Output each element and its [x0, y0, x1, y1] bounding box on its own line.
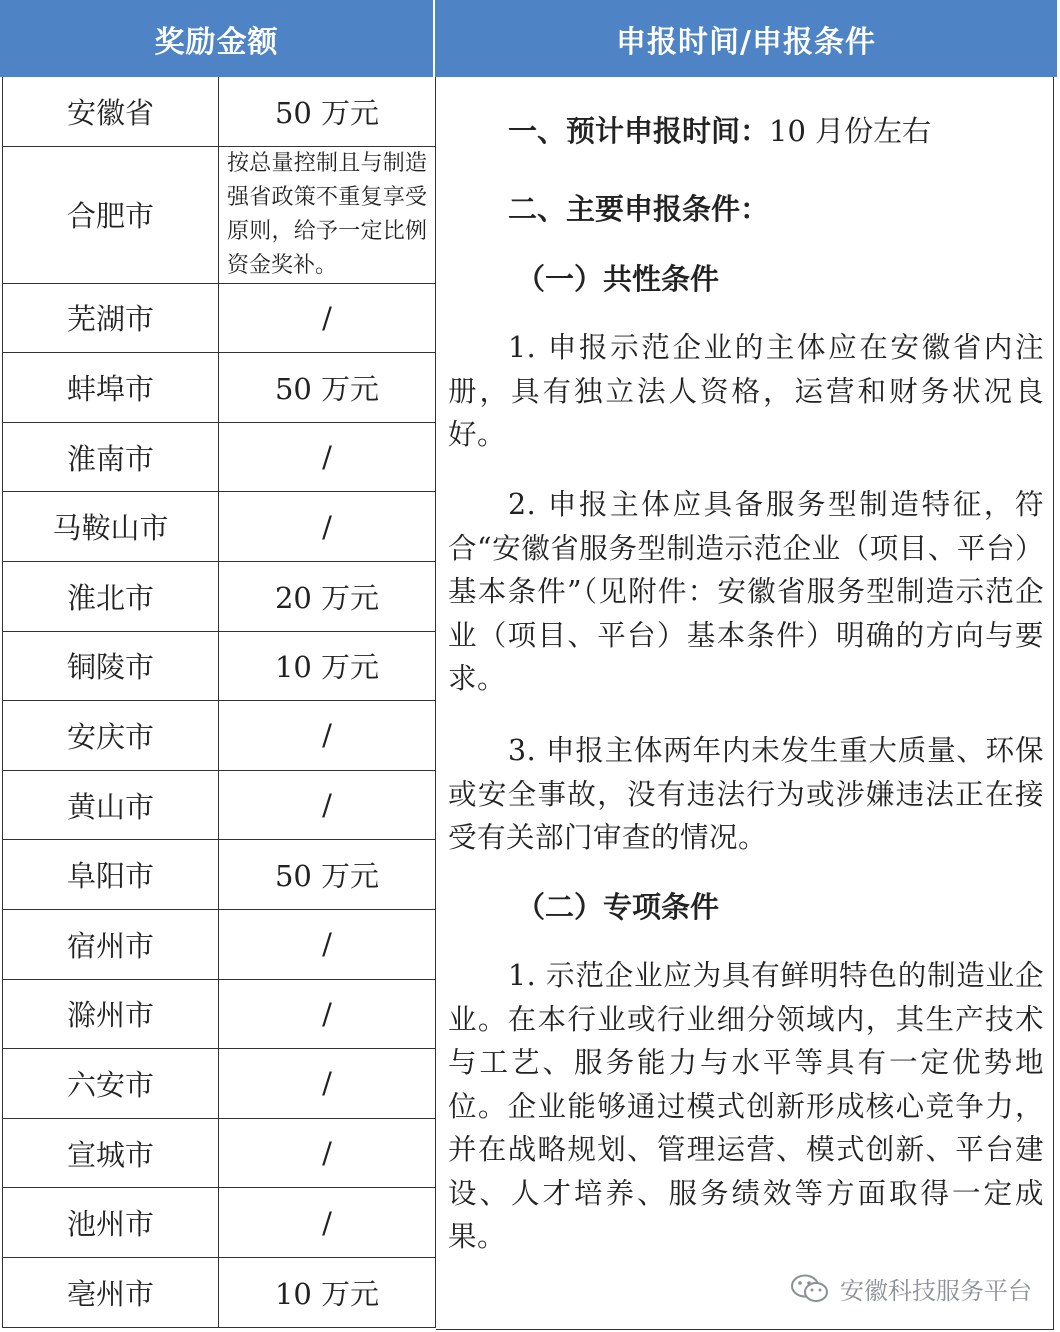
table-row [2, 771, 436, 841]
city-cell: 池州市 [2, 1188, 219, 1257]
table-row [2, 1188, 436, 1258]
city-cell: 宿州市 [2, 910, 219, 979]
conditions-panel [436, 77, 1054, 1330]
application-time-value: 10 月份左右 [769, 114, 932, 148]
common-condition-1: 1. 申报示范企业的主体应在安徽省内注册，具有独立法人资格，运营和财务状况良好。 [448, 331, 1044, 451]
common-condition-3: 3. 申报主体两年内未发生重大质量、环保或安全事故，没有违法行为或涉嫌违法正在接受有关部门审查的情况。 [448, 734, 1044, 854]
table-row [2, 77, 436, 147]
table-row [2, 353, 436, 423]
watermark [790, 1271, 1032, 1306]
amount-cell: 20 万元 [219, 562, 436, 631]
city-cell: 淮南市 [2, 423, 219, 492]
common-conditions-heading: （一）共性条件 [516, 262, 720, 296]
amount-cell: 10 万元 [219, 1258, 436, 1327]
amount-cell: / [219, 284, 436, 353]
amount-cell: 50 万元 [219, 840, 436, 909]
amount-cell: / [219, 492, 436, 561]
table-row [2, 284, 436, 354]
city-cell: 芜湖市 [2, 284, 219, 353]
city-cell: 安徽省 [2, 77, 219, 146]
wechat-icon [790, 1273, 830, 1305]
table-row [2, 492, 436, 562]
watermark-text: 安徽科技服务平台 [840, 1277, 1032, 1305]
table-row [2, 147, 436, 284]
amount-cell: / [219, 1188, 436, 1257]
table-row [2, 910, 436, 980]
main-conditions-heading: 二、主要申报条件： [508, 192, 770, 226]
special-condition-1: 1. 示范企业应为具有鲜明特色的制造业企业。在本行业或行业细分领域内，其生产技术与工艺、服务能力与水平等具有一定优势地位。企业能够通过模式创新形成核心竞争力，并在战略规划、管理运营、模式创新、平台建设、人才培养、服务绩效等方面取得一定成果。 [448, 959, 1044, 1253]
city-cell: 亳州市 [2, 1258, 219, 1327]
city-cell: 合肥市 [2, 147, 219, 283]
city-cell: 六安市 [2, 1049, 219, 1118]
amount-cell: / [219, 1119, 436, 1188]
table-row [2, 701, 436, 771]
application-time-label: 一、预计申报时间： [508, 114, 770, 148]
city-cell: 安庆市 [2, 701, 219, 770]
city-cell: 宣城市 [2, 1119, 219, 1188]
special-conditions-heading: （二）专项条件 [516, 890, 720, 924]
amount-cell: / [219, 423, 436, 492]
city-cell: 马鞍山市 [2, 492, 219, 561]
header-reward-amount: 奖励金额 [0, 0, 435, 77]
amount-cell: 10 万元 [219, 632, 436, 701]
amount-cell: / [219, 910, 436, 979]
table-row [2, 980, 436, 1050]
table-row [2, 840, 436, 910]
amount-cell: / [219, 701, 436, 770]
city-cell: 蚌埠市 [2, 353, 219, 422]
city-cell: 阜阳市 [2, 840, 219, 909]
table-row [2, 1049, 436, 1119]
city-cell: 淮北市 [2, 562, 219, 631]
city-cell: 滁州市 [2, 980, 219, 1049]
application-time-heading [508, 109, 931, 150]
table-row [2, 1258, 436, 1328]
amount-cell: / [219, 980, 436, 1049]
common-condition-2: 2. 申报主体应具备服务型制造特征，符合“安徽省服务型制造示范企业（项目、平台）基本条件”（见附件：安徽省服务型制造示范企业（项目、平台）基本条件）明确的方向与要求。 [448, 488, 1044, 695]
amount-cell: 50 万元 [219, 353, 436, 422]
table-row [2, 632, 436, 702]
table-row [2, 1119, 436, 1189]
amount-cell: 50 万元 [219, 77, 436, 146]
header-application-conditions: 申报时间/申报条件 [435, 0, 1057, 77]
amount-cell: / [219, 1049, 436, 1118]
city-cell: 铜陵市 [2, 632, 219, 701]
table-row [2, 423, 436, 493]
amount-note-cell: 按总量控制且与制造强省政策不重复享受原则，给予一定比例资金奖补。 [219, 147, 436, 283]
city-cell: 黄山市 [2, 771, 219, 840]
amount-cell: / [219, 771, 436, 840]
reward-grid [2, 77, 436, 1328]
table-row [2, 562, 436, 632]
